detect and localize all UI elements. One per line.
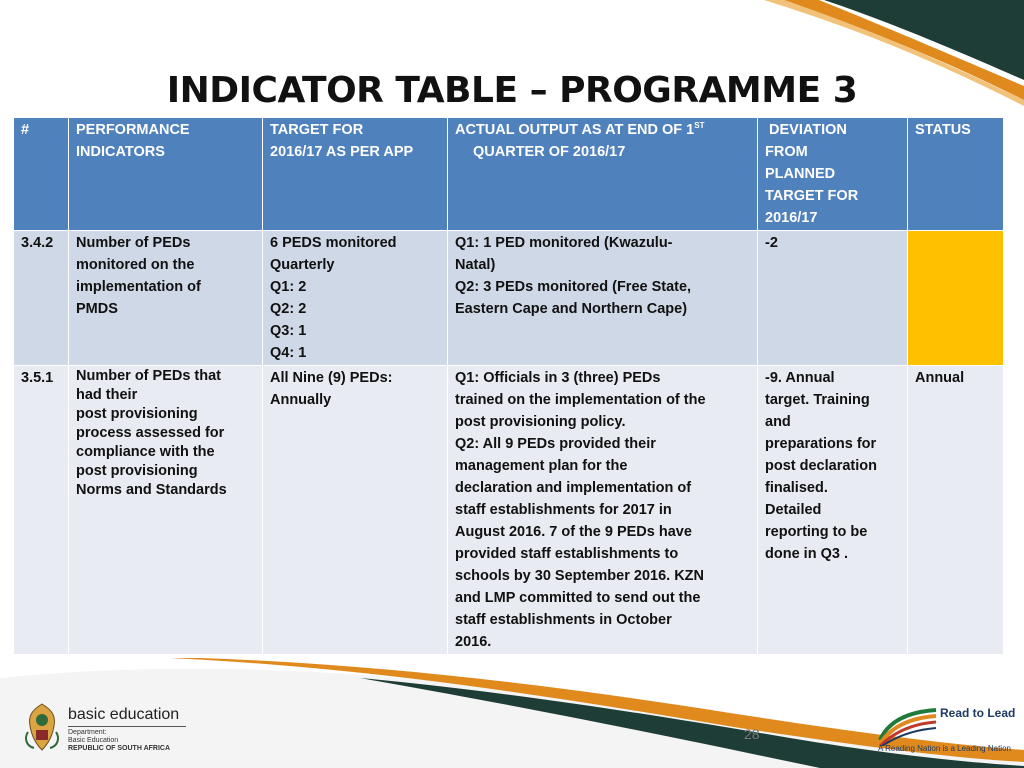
read-to-lead-title: Read to Lead bbox=[940, 706, 1016, 720]
status-cell bbox=[908, 231, 1004, 366]
table-header-row bbox=[14, 118, 1004, 231]
read-to-lead-tagline: A Reading Nation is a Leading Nation bbox=[878, 744, 1011, 753]
header-number: # bbox=[14, 118, 69, 231]
department-caption: Department: Basic Education REPUBLIC OF SOUTH AFRICA bbox=[68, 729, 171, 752]
indicator-cell: Number of PEDs that had their post provisioning process assessed for compliance with the post provisioning Norms and Standards bbox=[69, 366, 263, 655]
row-number: 3.5.1 bbox=[14, 366, 69, 655]
status-cell: Annual bbox=[908, 366, 1004, 655]
header-status: STATUS bbox=[908, 118, 1004, 231]
target-cell: All Nine (9) PEDs: Annually bbox=[263, 366, 448, 655]
actual-output-cell: Q1: Officials in 3 (three) PEDs trained on the implementation of the post provisioning policy. Q2: All 9 PEDs provided their management plan for the declaration and implementation of staff establishments for 2017 in August 2016. 7 of the 9 PEDs have provided staff establishments to schools by 30 September 2016. KZN and LMP committed to send out the staff establishments in October 2016. bbox=[448, 366, 758, 655]
actual-output-cell: Q1: 1 PED monitored (Kwazulu- Natal) Q2: 3 PEDs monitored (Free State, Eastern Cape and Northern Cape) bbox=[448, 231, 758, 366]
read-to-lead-swoosh-icon bbox=[876, 706, 940, 746]
header-performance-indicators: PERFORMANCE INDICATORS bbox=[69, 118, 263, 231]
basic-education-logo bbox=[22, 700, 182, 756]
slide-title: INDICATOR TABLE – PROGRAMME 3 bbox=[166, 70, 858, 111]
indicator-cell: Number of PEDs monitored on the implementation of PMDS bbox=[69, 231, 263, 366]
table-row bbox=[14, 366, 1004, 655]
coat-of-arms-icon bbox=[22, 702, 62, 752]
header-actual-output: ACTUAL OUTPUT AS AT END OF 1ST QUARTER OF 2016/17 bbox=[448, 118, 758, 231]
table-row bbox=[14, 231, 1004, 366]
header-deviation: DEVIATION FROM PLANNED TARGET FOR 2016/17 bbox=[758, 118, 908, 231]
deviation-cell: -2 bbox=[758, 231, 908, 366]
deviation-cell: -9. Annual target. Training and preparations for post declaration finalised. Detailed reporting to be done in Q3 . bbox=[758, 366, 908, 655]
header-target: TARGET FOR 2016/17 AS PER APP bbox=[263, 118, 448, 231]
row-number: 3.4.2 bbox=[14, 231, 69, 366]
indicator-table bbox=[13, 117, 1004, 655]
page-number: 28 bbox=[744, 726, 760, 742]
read-to-lead-logo bbox=[876, 702, 1016, 762]
target-cell: 6 PEDS monitored Quarterly Q1: 2 Q2: 2 Q3: 1 Q4: 1 bbox=[263, 231, 448, 366]
basic-education-wordmark: basic education bbox=[68, 706, 180, 723]
logo-divider bbox=[68, 726, 186, 727]
